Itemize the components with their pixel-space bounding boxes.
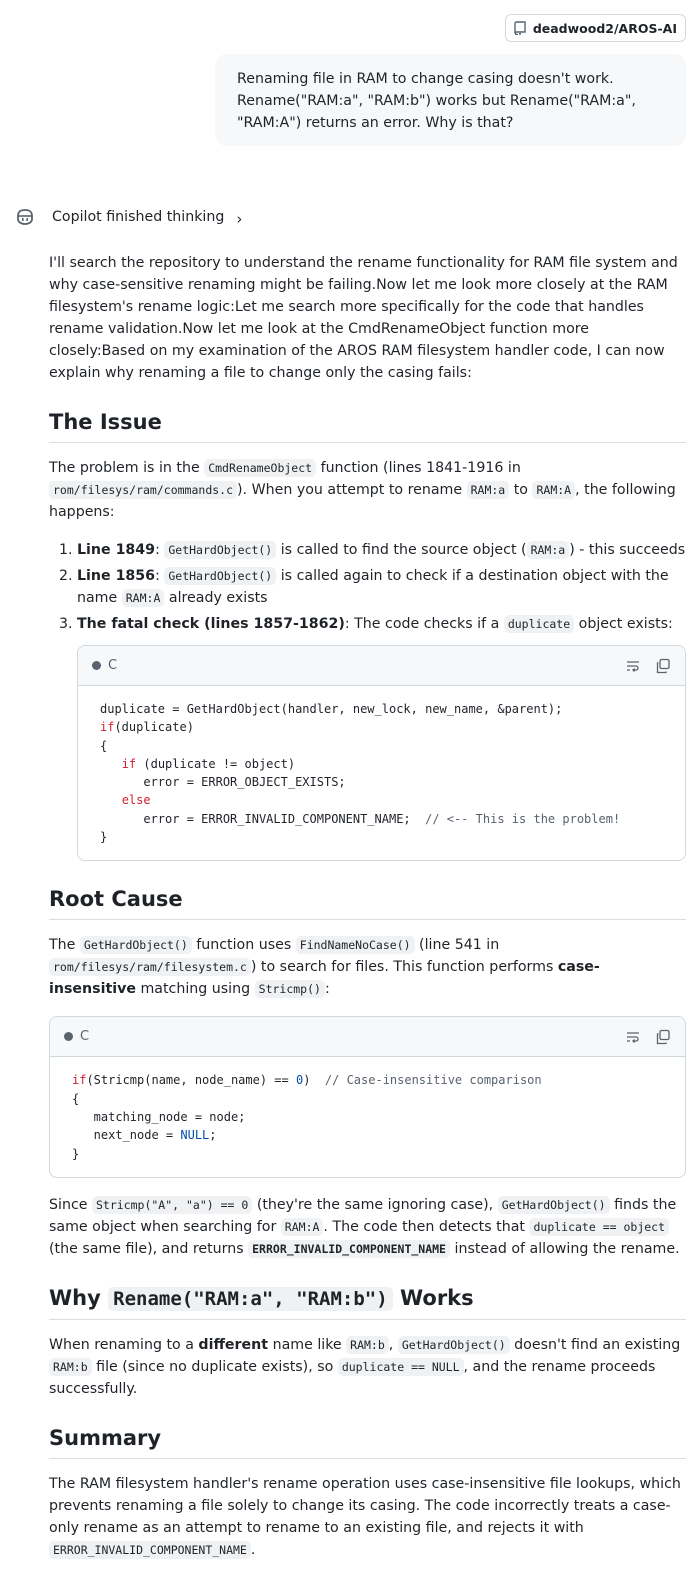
code-token: // Case-insensitive comparison	[324, 1073, 542, 1088]
code-line	[100, 700, 663, 718]
text: ) to search for files. This function performs	[250, 959, 558, 976]
text: When renaming to a	[49, 1336, 199, 1353]
code-token: ;	[209, 1128, 217, 1143]
code-token: {	[100, 738, 108, 753]
inline-code: Rename("RAM:a", "RAM:b")	[108, 1287, 393, 1311]
inline-code: Stricmp("A", "a") == 0	[92, 1196, 252, 1214]
text: ). When you attempt to rename	[237, 482, 467, 498]
inline-code: duplicate == NULL	[338, 1358, 464, 1376]
text: file (since no duplicate exists), so	[91, 1358, 338, 1375]
inline-code: duplicate	[504, 615, 574, 633]
code-token	[100, 793, 122, 807]
heading-why-works	[49, 1284, 686, 1320]
bold-text: Line 1856	[77, 568, 156, 584]
code-block	[77, 645, 686, 861]
text: The problem is in the	[49, 460, 205, 476]
repo-name: deadwood2/AROS-AI	[532, 20, 677, 36]
text: Works	[392, 1285, 474, 1310]
inline-code: RAM:a	[467, 481, 510, 499]
list-item	[77, 539, 686, 561]
text: is called to find the source object (	[276, 542, 527, 558]
inline-code: GetHardObject()	[164, 541, 276, 559]
code-token: error = ERROR_OBJECT_EXISTS;	[100, 775, 346, 790]
text: , and the rename proceeds successfully.	[49, 1358, 656, 1397]
text: function uses	[191, 937, 296, 954]
code-token: 0	[295, 1073, 304, 1088]
text: (line 541 in	[414, 937, 500, 954]
code-token: NULL	[180, 1128, 210, 1143]
code-token: next_node =	[72, 1128, 181, 1143]
text: (the same file), and returns	[49, 1240, 249, 1257]
inline-code: GetHardObject()	[164, 567, 276, 585]
why-paragraph	[49, 1334, 686, 1400]
inline-code: RAM:b	[346, 1336, 389, 1354]
text: .	[250, 1541, 256, 1558]
text: :	[155, 568, 165, 584]
text: name like	[268, 1336, 347, 1353]
text: :	[324, 981, 330, 998]
text: . The code then detects that	[323, 1218, 530, 1235]
text: The RAM filesystem handler's rename operation uses case-insensitive file lookups, which prevents renaming a file solely to change its casing. The code incorrectly treats a case-only rename as an attempt to rename to an existing file, and rejects it with	[49, 1475, 681, 1536]
inline-code: RAM:a	[527, 541, 570, 559]
text: : The code checks if a	[344, 616, 504, 632]
code-token: (Stricmp(name, node_name) ==	[86, 1073, 296, 1088]
inline-code: RAM:A	[122, 589, 165, 607]
inline-code: Stricmp()	[255, 980, 325, 998]
bold-text: different	[198, 1336, 269, 1353]
code-token: if	[100, 720, 115, 735]
code-token: if	[72, 1073, 87, 1088]
code-line	[72, 1145, 663, 1163]
chevron-right-icon: ›	[236, 210, 243, 228]
inline-code: RAM:A	[281, 1218, 324, 1236]
explanation-paragraph	[49, 1194, 686, 1260]
code-line	[72, 1126, 663, 1144]
bold-text: case-insensitive	[49, 959, 600, 998]
inline-code: GetHardObject()	[398, 1336, 510, 1354]
language-dot-icon	[92, 661, 101, 670]
thinking-toggle[interactable]	[14, 206, 242, 228]
text: function (lines 1841-1916 in	[316, 460, 521, 476]
copilot-icon	[14, 208, 36, 226]
code-line	[72, 1071, 663, 1089]
code-line	[100, 828, 663, 846]
repo-chip[interactable]	[505, 14, 686, 42]
bold-text: The fatal check (lines 1857-1862)	[77, 616, 345, 632]
code-token: else	[121, 793, 151, 808]
text: to	[509, 482, 533, 498]
inline-code: RAM:A	[532, 481, 575, 499]
code-block	[49, 1016, 686, 1177]
text: finds the same object when searching for	[49, 1196, 677, 1235]
inline-code: FindNameNoCase()	[296, 936, 415, 954]
code-line	[100, 773, 663, 791]
code-token: duplicate = GetHardObject(handler, new_lock, new_name, &parent);	[100, 702, 563, 716]
bold-text: Line 1849	[77, 542, 156, 558]
wrap-lines-icon[interactable]	[625, 1029, 641, 1045]
language-dot-icon	[64, 1032, 73, 1041]
text: ) - this succeeds	[569, 542, 686, 558]
assistant-response	[49, 252, 686, 1577]
code-line	[100, 810, 663, 828]
inline-code: CmdRenameObject	[204, 459, 316, 477]
list-item	[77, 613, 686, 635]
code-token: (duplicate != object)	[136, 756, 296, 771]
text: ,	[388, 1336, 398, 1353]
inline-code: GetHardObject()	[80, 936, 192, 954]
code-token: )	[303, 1073, 325, 1088]
text: already exists	[164, 590, 268, 606]
inline-code: GetHardObject()	[498, 1196, 610, 1214]
repo-icon	[514, 21, 526, 35]
code-line	[100, 718, 663, 736]
inline-code: rom/filesys/ram/filesystem.c	[49, 958, 251, 976]
copy-icon[interactable]	[655, 1029, 671, 1045]
code-language: C	[80, 1028, 90, 1044]
user-message: Renaming file in RAM to change casing doesn't work. Rename("RAM:a", "RAM:b") works but Rename("RAM:a", "RAM:A") returns an error. Why is that?	[215, 54, 686, 146]
code-token: {	[72, 1091, 80, 1106]
heading-the-issue: The Issue	[49, 408, 686, 443]
heading-root-cause: Root Cause	[49, 885, 686, 920]
code-line	[100, 755, 663, 773]
text: The	[49, 937, 80, 954]
inline-code: RAM:b	[49, 1358, 92, 1376]
code-line	[100, 737, 663, 755]
code-content	[78, 686, 685, 860]
copy-icon[interactable]	[655, 658, 671, 674]
code-line	[100, 791, 663, 809]
root-cause-paragraph	[49, 934, 686, 1000]
code-token: if	[121, 756, 137, 771]
code-token: (duplicate)	[114, 720, 194, 735]
code-token: }	[72, 1146, 80, 1161]
code-language: C	[108, 657, 118, 673]
text: (they're the same ignoring case),	[252, 1196, 498, 1213]
summary-paragraph	[49, 1473, 686, 1561]
wrap-lines-icon[interactable]	[625, 658, 641, 674]
text: , the following happens:	[49, 482, 676, 520]
text: is called again to check if a destination object with the name	[77, 568, 669, 606]
inline-code: duplicate == object	[529, 1218, 669, 1236]
text: instead of allowing the rename.	[450, 1240, 680, 1257]
steps-list	[49, 539, 686, 635]
code-token	[100, 757, 122, 771]
text: Since	[49, 1196, 92, 1213]
intro-paragraph: I'll search the repository to understand the rename functionality for RAM file system and why case-sensitive renaming might be failing.Now let me look more closely at the RAM filesystem's rename logic:Let me search more specifically for the code that handles rename validation.Now let me look at the CmdRenameObject function more closely:Based on my examination of the AROS RAM filesystem handler code, I can now explain why renaming a file to change only the casing fails:	[49, 255, 678, 381]
code-line	[72, 1090, 663, 1108]
heading-summary: Summary	[49, 1424, 686, 1459]
code-content	[50, 1057, 685, 1176]
inline-code: rom/filesys/ram/commands.c	[49, 481, 237, 499]
code-token: error = ERROR_INVALID_COMPONENT_NAME;	[100, 811, 426, 826]
inline-code: ERROR_INVALID_COMPONENT_NAME	[248, 1240, 450, 1258]
issue-paragraph	[49, 457, 686, 523]
inline-code: ERROR_INVALID_COMPONENT_NAME	[49, 1541, 251, 1559]
code-line	[72, 1108, 663, 1126]
code-token: // <-- This is the problem!	[425, 811, 621, 826]
text: doesn't find an existing	[509, 1336, 681, 1353]
text: matching using	[135, 981, 255, 998]
text: :	[155, 542, 165, 558]
thinking-label: Copilot finished thinking	[52, 209, 225, 225]
text: Why	[49, 1285, 109, 1310]
code-token: matching_node = node;	[72, 1109, 246, 1124]
text: object exists:	[574, 616, 673, 632]
code-token: }	[100, 830, 108, 845]
list-item	[77, 565, 686, 609]
